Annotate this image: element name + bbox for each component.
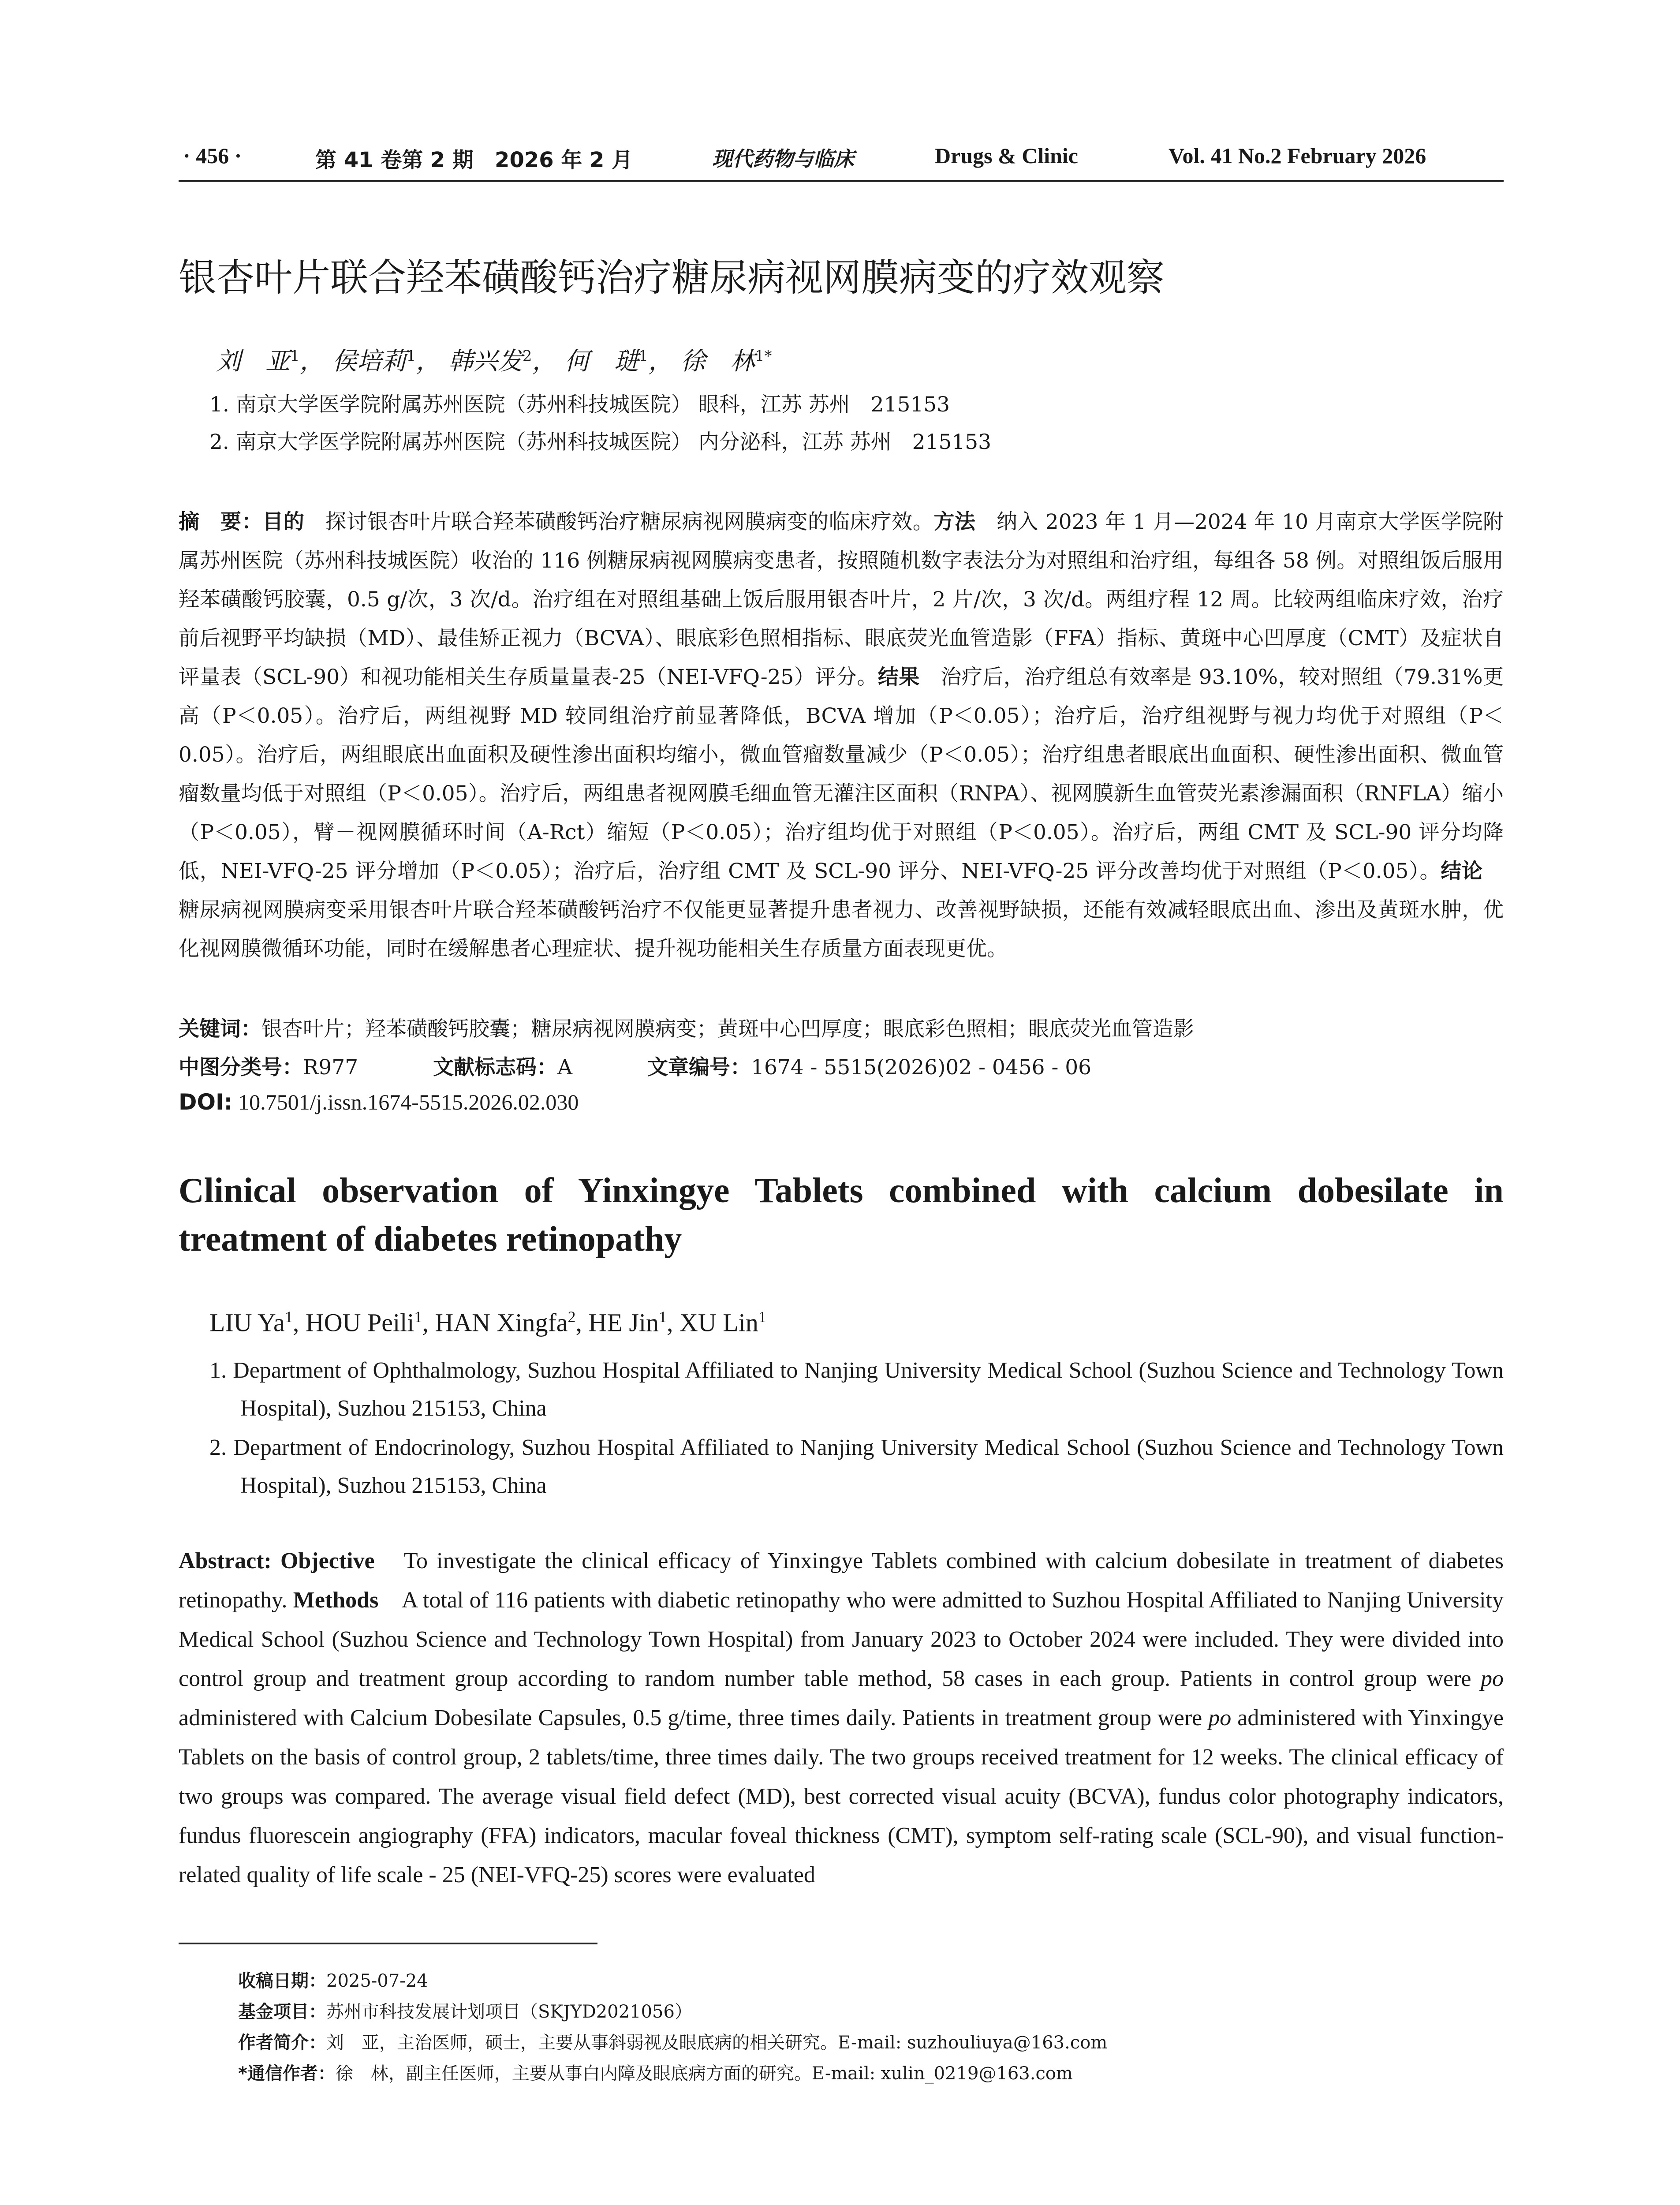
author-affiliation-mark: 1 (659, 1308, 667, 1326)
po-term: po (1481, 1666, 1504, 1691)
objective-text: 探讨银杏叶片联合羟苯磺酸钙治疗糖尿病视网膜病变的临床疗效。 (304, 510, 934, 534)
running-header (179, 140, 1504, 182)
footnote-divider (179, 1943, 597, 1944)
methods-text: A total of 116 patients with diabetic retinopathy who were admitted to Suzhou Hospital Affiliated to Nanjing University Medical School (Suzhou Science and Technology Town Hospital) from January 2023 to October 2024 were included. They were divided into control group and treatment group according to random number table method, 58 cases in each group. Patients in control group were (179, 1588, 1504, 1691)
author-name: 徐 林 (680, 347, 755, 376)
author-affiliation-mark: 2 (522, 347, 532, 365)
received-label: 收稿日期： (238, 1971, 326, 1991)
methods-label: Methods (293, 1588, 379, 1613)
conclusion-label: 结论 (1441, 859, 1483, 883)
abstract-objective-label: Abstract: Objective (179, 1548, 375, 1573)
affiliation-cn-1: 1. 南京大学医学院附属苏州医院（苏州科技城医院） 眼科，江苏 苏州 215153 (209, 392, 950, 417)
author-affiliation-mark: 1* (754, 347, 772, 365)
author-name: 韩兴发 (448, 347, 523, 376)
article-no-label: 文章编号： (647, 1055, 751, 1080)
article-title-en: Clinical observation of Yinxingye Tablets combined with calcium dobesilate in treatment of diabetes retinopathy (179, 1171, 1504, 1259)
bio-text: 刘 亚，主治医师，硕士，主要从事斜弱视及眼底病的相关研究。E-mail: suzhouliuya@163.com (326, 2033, 1108, 2053)
clc-label: 中图分类号： (179, 1055, 303, 1080)
keywords-text: 银杏叶片；羟苯磺酸钙胶囊；糖尿病视网膜病变；黄斑中心凹厚度；眼底彩色照相；眼底荧光血管造影 (261, 1017, 1194, 1041)
doi-line (179, 1089, 579, 1115)
affiliation-en-2: 2. Department of Endocrinology, Suzhou Hospital Affiliated to Nanjing University Medical School (Suzhou Science and Technology Town Hospital), Suzhou 215153, China (209, 1435, 1504, 1498)
methods-text: administered with Calcium Dobesilate Capsules, 0.5 g/time, three times daily. Patients in treatment group were (179, 1705, 1209, 1730)
author-affiliation-mark: 1 (758, 1308, 766, 1326)
author-list-cn: 刘 亚$^1$， 侯培莉$^1$， 韩兴发$^2$， 何 琎$^1$， 徐 林$^{1*}$ (216, 347, 772, 376)
keywords-cn (179, 1013, 1194, 1042)
clc-value: R977 (303, 1055, 358, 1080)
affiliation-en-1: 1. Department of Ophthalmology, Suzhou Hospital Affiliated to Nanjing University Medical School (Suzhou Science and Technology Town Hospital), Suzhou 215153, China (209, 1358, 1504, 1421)
fund-text: 苏州市科技发展计划项目（SKJYD2021056） (326, 2002, 692, 2022)
bio-label: 作者简介： (238, 2033, 326, 2053)
author-name: LIU Ya (209, 1308, 285, 1337)
received-date: 2025-07-24 (326, 1971, 428, 1991)
doc-code-value: A (557, 1055, 573, 1080)
author-affiliation-mark: 1 (406, 347, 416, 365)
footnote-received (238, 1967, 428, 1992)
keywords-label: 关键词： (179, 1017, 261, 1041)
conclusion-text: 糖尿病视网膜病变采用银杏叶片联合羟苯磺酸钙治疗不仅能更显著提升患者视力、改善视野缺损，还能有效减轻眼底出血、渗出及黄斑水肿，优化视网膜微循环功能，同时在缓解患者心理症状、提升视功能相关生存质量方面表现更优。 (179, 859, 1504, 961)
affiliation-cn-2: 2. 南京大学医学院附属苏州医院（苏州科技城医院） 内分泌科，江苏 苏州 215153 (209, 430, 992, 454)
abstract-en (179, 1541, 1504, 1895)
author-name: 侯培莉 (332, 347, 407, 376)
author-name: HOU Peili (305, 1308, 414, 1337)
methods-label: 方法 (933, 510, 976, 534)
results-text: 治疗后，治疗组总有效率是 93.10%，较对照组（79.31%更高（P＜0.05）。治疗后，两组视野 MD 较同组治疗前显著降低，BCVA 增加（P＜0.05）；治疗后，治疗组视野与视力均优于对照组（P＜0.05）。治疗后，两组眼底出血面积及硬性渗出面积均缩小，微血管瘤数量减少（P＜0.05）；治疗组患者眼底出血面积、硬性渗出面积、微血管瘤数量均低于对照组（P＜0.05）。治疗后，两组患者视网膜毛细血管无灌注区面积（RNPA）、视网膜新生血管荧光素渗漏面积（RNFLA）缩小（P＜0.05），臂－视网膜循环时间（A-Rct）缩短（P＜0.05）；治疗组均优于对照组（P＜0.05）。治疗后，两组 CMT 及 SCL-90 评分均降低，NEI-VFQ-25 评分增加（P＜0.05）；治疗后，治疗组 CMT 及 SCL-90 评分、NEI-VFQ-25 评分改善均优于对照组（P＜0.05）。 (179, 665, 1504, 883)
doi-value[interactable]: 10.7501/j.issn.1674-5515.2026.02.030 (238, 1090, 579, 1114)
author-affiliation-mark: 2 (567, 1308, 576, 1326)
doi-label: DOI: (179, 1089, 233, 1115)
author-affiliation-mark: 1 (284, 1308, 293, 1326)
author-list-en: LIU Ya$^1$, HOU Peili$^1$, HAN Xingfa$^2$, HE Jin$^1$, XU Lin$^1$ (209, 1308, 766, 1337)
author-affiliation-mark: 1 (638, 347, 648, 365)
article-title-cn: 银杏叶片联合羟苯磺酸钙治疗糖尿病视网膜病变的疗效观察 (179, 256, 1165, 300)
volume-issue-cn: 第 41 卷第 2 期 2026 年 2 月 (315, 148, 633, 172)
journal-name-en: Drugs & Clinic (935, 143, 1078, 168)
page-number: · 456 · (183, 143, 242, 168)
corresponding-label: *通信作者： (238, 2063, 336, 2084)
fund-label: 基金项目： (238, 2002, 326, 2022)
article-no-value: 1674 - 5515(2026)02 - 0456 - 06 (751, 1055, 1092, 1080)
methods-text: administered with Yinxingye Tablets on the basis of control group, 2 tablets/time, three times daily. The two groups received treatment for 12 weeks. The clinical efficacy of two groups was compared. The average visual field defect (MD), best corrected visual acuity (BCVA), fundus color photography indicators, fundus fluorescein angiography (FFA) indicators, macular foveal thickness (CMT), symptom self-rating scale (SCL-90), and visual function-related quality of life scale - 25 (NEI-VFQ-25) scores were evaluated (179, 1705, 1504, 1887)
author-name: HAN Xingfa (435, 1308, 568, 1337)
abstract-cn (179, 503, 1504, 968)
footnote-fund (238, 1998, 692, 2023)
journal-name-cn: 现代药物与临床 (712, 147, 854, 171)
footnote-corresponding (238, 2059, 1073, 2085)
author-affiliation-mark: 1 (290, 347, 300, 365)
author-affiliation-mark: 1 (414, 1308, 422, 1326)
volume-issue-en: Vol. 41 No.2 February 2026 (1169, 143, 1426, 168)
doc-code-label: 文献标志码： (433, 1055, 558, 1080)
corresponding-text: 徐 林，副主任医师，主要从事白内障及眼底病方面的研究。E-mail: xulin_0219@163.com (335, 2063, 1073, 2084)
author-name: XU Lin (679, 1308, 758, 1337)
objective-label: 目的 (262, 510, 305, 534)
po-term: po (1208, 1705, 1232, 1730)
footnote-author-bio (238, 2029, 1107, 2054)
author-name: 何 琎 (564, 347, 639, 376)
classification-line (179, 1051, 1091, 1080)
objective-text: To investigate the clinical efficacy of Yinxingye Tablets combined with calcium dobesilate in treatment of diabetes retinopathy. (179, 1548, 1504, 1613)
methods-text: 纳入 2023 年 1 月—2024 年 10 月南京大学医学院附属苏州医院（苏州科技城医院）收治的 116 例糖尿病视网膜病变患者，按照随机数字表法分为对照组和治疗组，每组各 58 例。对照组饭后服用羟苯磺酸钙胶囊，0.5 g/次，3 次/d。治疗组在对照组基础上饭后服用银杏叶片，2 片/次，3 次/d。两组疗程 12 周。比较两组临床疗效，治疗前后视野平均缺损（MD）、最佳矫正视力（BCVA）、眼底彩色照相指标、眼底荧光血管造影（FFA）指标、黄斑中心凹厚度（CMT）及症状自评量表（SCL-90）和视功能相关生存质量量表-25（NEI-VFQ-25）评分。 (179, 510, 1504, 689)
results-label: 结果 (877, 665, 920, 689)
author-name: HE Jin (588, 1308, 659, 1337)
author-name: 刘 亚 (216, 347, 290, 376)
abstract-label: 摘 要： (179, 510, 263, 534)
